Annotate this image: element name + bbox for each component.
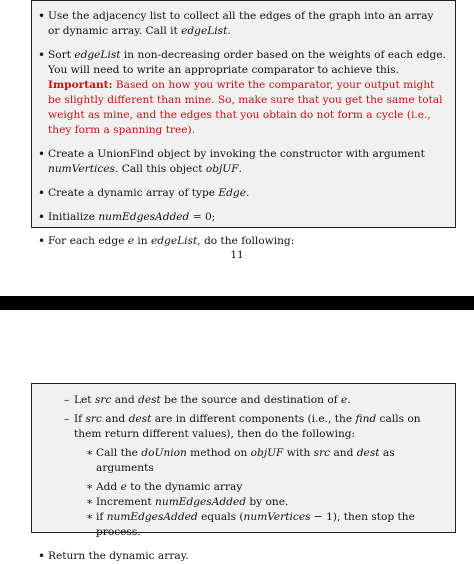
subsubstep-add-edge: ∗ Add e to the dynamic array	[86, 481, 243, 493]
star-marker: ∗	[86, 496, 94, 508]
star-marker: ∗	[86, 447, 94, 459]
bullet-marker: •	[38, 48, 46, 62]
dash-marker: –	[64, 394, 70, 406]
subsubstep-call-dounion: ∗ Call the doUnion method on objUF with src and dest as arguments	[86, 447, 395, 474]
math-edgelist: edgeList	[74, 49, 121, 61]
step-initialize-counter: • Initialize numEdgesAdded = 0;	[38, 210, 216, 224]
substep-if-different-components: – If src and dest are in different components (i.e., the find calls on them return different values), then do the following:	[64, 413, 421, 440]
step-create-unionfind: • Create a UnionFind object by invoking the constructor with argument numVertices. Call this object objUF.	[38, 147, 425, 175]
subsubstep-increment: ∗ Increment numEdgesAdded by one.	[86, 496, 289, 508]
page-break-bar	[0, 296, 474, 310]
math-numvertices: numVertices	[48, 163, 115, 175]
math-edgelist: edgeList	[181, 25, 228, 37]
step-collect-edges: • Use the adjacency list to collect all the edges of the graph into an array or dynamic array. Call it edgeList.	[38, 9, 434, 37]
bullet-marker: •	[38, 549, 46, 563]
math-src: src	[94, 394, 112, 406]
step-create-array: • Create a dynamic array of type Edge.	[38, 186, 250, 200]
math-numedgesadded: numEdgesAdded	[106, 511, 198, 523]
step-sort-edges: • Sort edgeList in non-decreasing order based on the weights of each edge. You will need to write an appropriate comparator to achieve this. Important: Based on how you write the comparator, your output might be slightly different than mine. So, make sure that you get the same total weight as mine, and the edges that you obtain do not form a cycle (i.e., they form a spanning tree).	[38, 48, 446, 136]
math-numedgesadded: numEdgesAdded	[98, 211, 190, 223]
math-objuf: objUF	[205, 163, 239, 175]
important-note: Based on how you write the comparator, your output might be slightly different than mine. So, make sure that you get the same total weight as mine, and the edges that you obtain do not form a cycle (i.e., they form a spanning tree).	[48, 79, 443, 136]
star-marker: ∗	[86, 481, 94, 493]
math-e: e	[341, 394, 348, 406]
math-edge: Edge	[218, 187, 246, 199]
math-src: src	[85, 413, 102, 425]
step-for-each-edge: • For each edge e in edgeList, do the following:	[38, 234, 295, 248]
math-numedgesadded: numEdgesAdded	[155, 496, 247, 508]
substep-let-src-dest: – Let src and dest be the source and destination of e.	[64, 394, 351, 406]
math-dest: dest	[138, 394, 161, 406]
math-dest: dest	[356, 447, 380, 459]
bullet-marker: •	[38, 9, 46, 23]
algorithm-steps-box-top	[31, 0, 456, 248]
math-find: find	[355, 413, 377, 425]
page-number: 11	[230, 249, 244, 261]
bullet-marker: •	[38, 186, 46, 200]
math-objuf: objUF	[250, 447, 284, 459]
math-dest: dest	[128, 413, 152, 425]
math-edgelist: edgeList	[151, 235, 198, 247]
math-dounion: doUnion	[141, 447, 187, 459]
math-e: e	[127, 235, 135, 247]
subsubstep-stop-condition: ∗ if numEdgesAdded equals (numVertices − 1), then stop the process.	[86, 511, 415, 538]
bullet-marker: •	[38, 234, 46, 248]
star-marker: ∗	[86, 511, 94, 523]
math-src: src	[313, 447, 331, 459]
step-return-array: • Return the dynamic array.	[38, 549, 189, 563]
important-label: Important:	[48, 79, 113, 91]
math-numvertices: numVertices	[243, 511, 311, 523]
bullet-marker: •	[38, 147, 46, 161]
dash-marker: –	[64, 413, 70, 425]
bullet-marker: •	[38, 210, 46, 224]
math-e: e	[120, 481, 127, 493]
algorithm-steps-box-bottom	[31, 383, 456, 563]
